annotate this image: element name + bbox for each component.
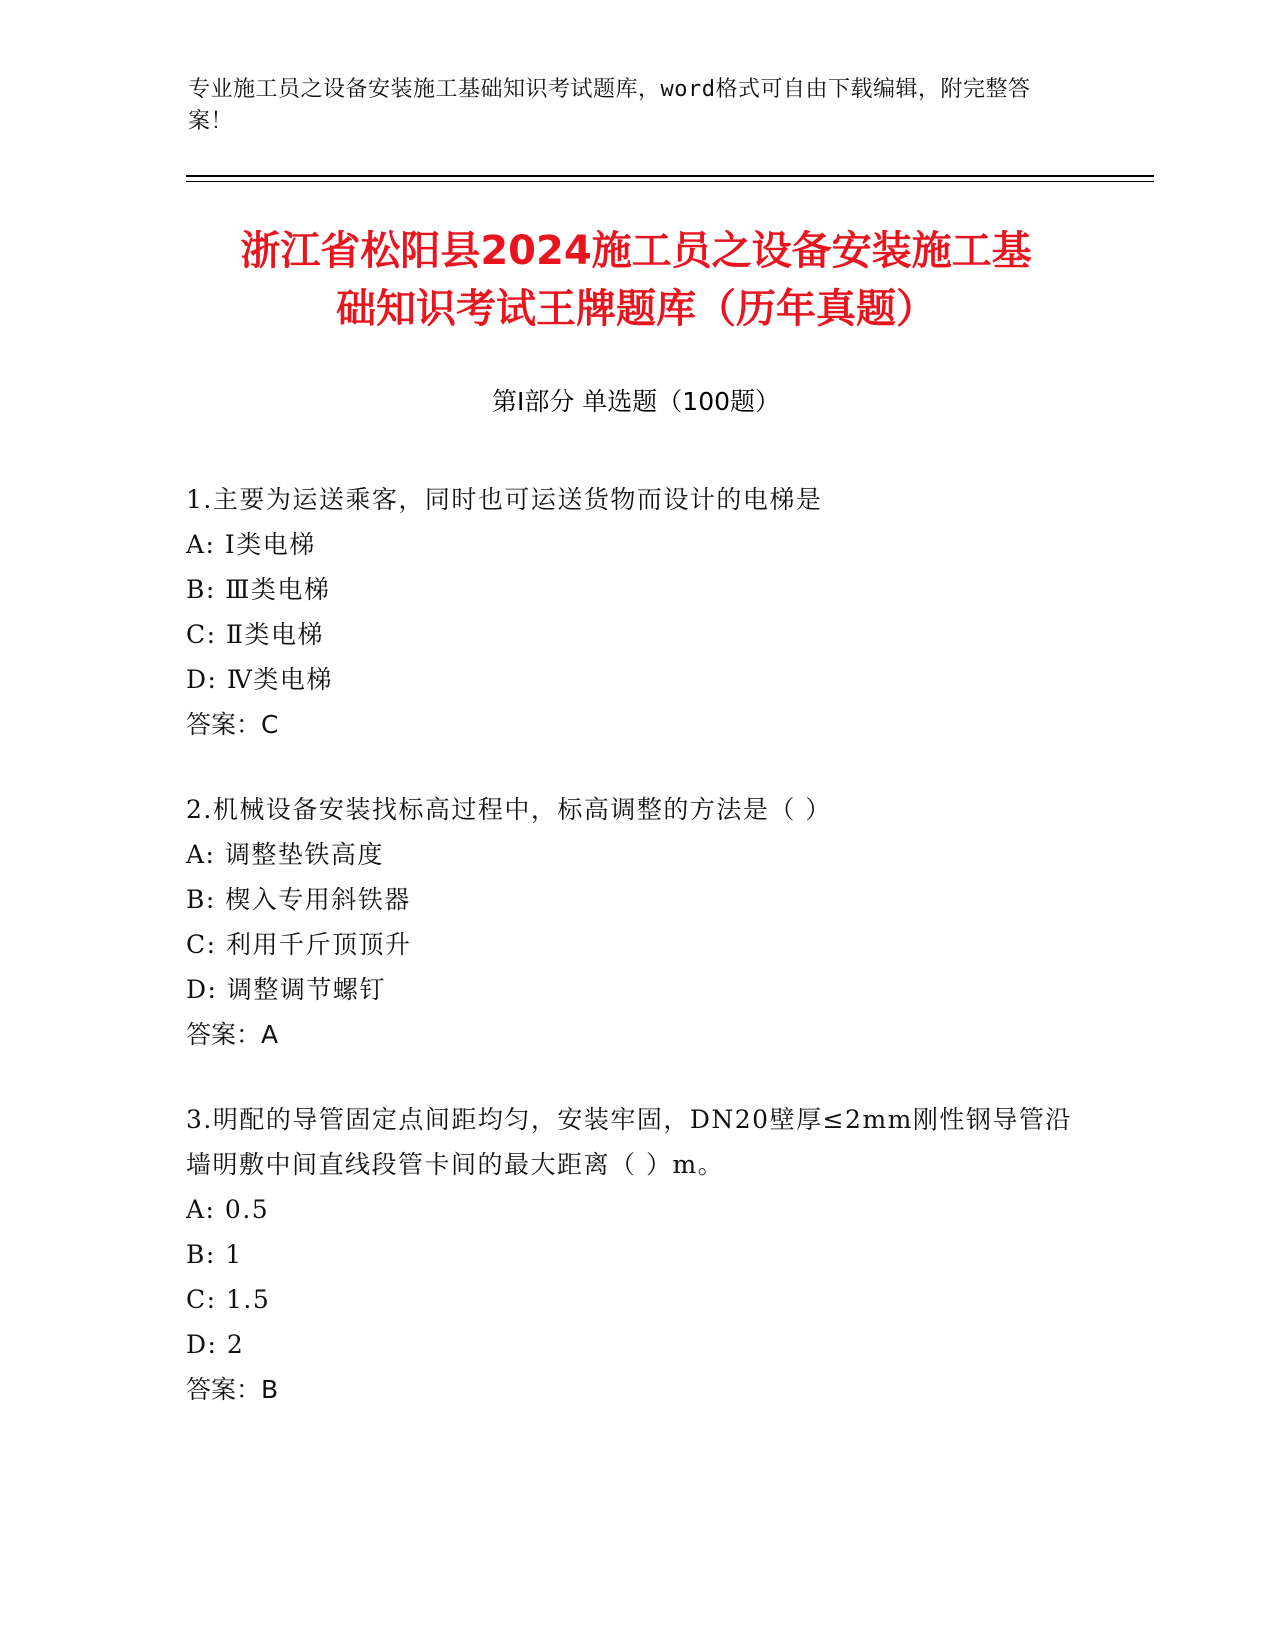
- answer: 答案：A: [186, 1020, 279, 1049]
- option-c: C: 1.5: [186, 1285, 271, 1314]
- answer: 答案：C: [186, 710, 279, 739]
- option-a: A: 调整垫铁高度: [186, 840, 384, 869]
- header-divider-thick: [186, 175, 1154, 177]
- option-b: B: Ⅲ类电梯: [186, 575, 331, 604]
- question-stem: 1.主要为运送乘客，同时也可运送货物而设计的电梯是: [186, 485, 823, 514]
- option-c: C: Ⅱ类电梯: [186, 620, 324, 649]
- option-d: D: 2: [186, 1330, 245, 1359]
- option-b: B: 1: [186, 1240, 243, 1269]
- header-note: 专业施工员之设备安装施工基础知识考试题库，word格式可自由下载编辑，附完整答案！: [188, 77, 1031, 134]
- section-title: 第Ⅰ部分 单选题（100题）: [491, 387, 781, 416]
- question-3: [186, 1097, 1086, 1412]
- question-list: [186, 477, 1086, 1452]
- option-d: D: 调整调节螺钉: [186, 975, 386, 1004]
- answer: 答案：B: [186, 1375, 279, 1404]
- header-divider-thin: [186, 181, 1154, 182]
- option-d: D: Ⅳ类电梯: [186, 665, 333, 694]
- question-1: [186, 477, 1086, 747]
- question-2: [186, 787, 1086, 1057]
- document-title: [186, 222, 1086, 338]
- option-c: C: 利用千斤顶顶升: [186, 930, 412, 959]
- option-a: A: Ⅰ类电梯: [186, 530, 316, 559]
- option-a: A: 0.5: [186, 1195, 270, 1224]
- option-b: B: 楔入专用斜铁器: [186, 885, 411, 914]
- question-stem: 3.明配的导管固定点间距均匀，安装牢固，DN20壁厚≤2mm刚性钢导管沿墙明敷中间直线段管卡间的最大距离（ ）m。: [186, 1105, 1072, 1179]
- document-title-line-1: 浙江省松阳县2024施工员之设备安装施工基: [240, 228, 1032, 274]
- question-stem: 2.机械设备安装找标高过程中，标高调整的方法是（ ）: [186, 795, 832, 824]
- document-title-line-2: 础知识考试王牌题库（历年真题）: [336, 286, 936, 332]
